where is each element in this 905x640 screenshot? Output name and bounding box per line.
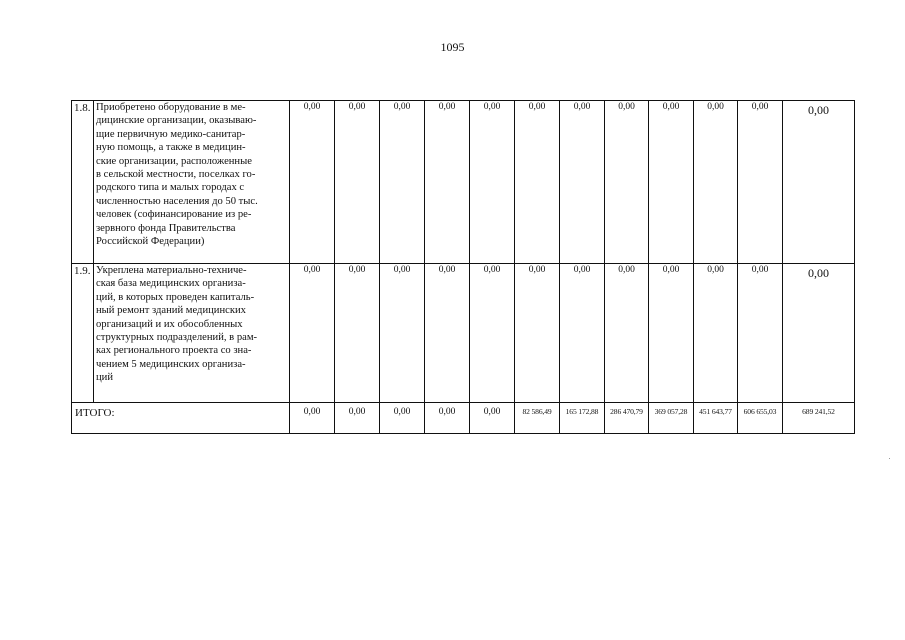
row-total-cell: 0,00	[783, 101, 855, 264]
value-cell: 0,00	[515, 264, 560, 403]
description-line: зервного фонда Правительства	[96, 222, 236, 234]
total-value-cell: 165 172,88	[560, 403, 605, 434]
table-row	[72, 264, 855, 403]
total-value-cell: 0,00	[290, 403, 335, 434]
description-line: ская база медицинских организа-	[96, 278, 246, 290]
row-total-cell: 0,00	[783, 264, 855, 403]
row-index: 1.9.	[72, 264, 94, 403]
total-label: ИТОГО:	[72, 403, 290, 434]
total-value-cell: 369 057,28	[649, 403, 694, 434]
table-row	[72, 101, 855, 264]
value-cell: 0,00	[335, 101, 380, 264]
description-line: Российской Федерации)	[96, 236, 205, 248]
description-line: ную помощь, а также в медицин-	[96, 142, 246, 154]
value-cell: 0,00	[694, 101, 738, 264]
value-cell: 0,00	[290, 101, 335, 264]
description-line: организаций и их обособленных	[96, 318, 243, 330]
description-line: численностью населения до 50 тыс.	[96, 195, 258, 207]
scan-speck	[889, 458, 890, 459]
value-cell: 0,00	[738, 264, 783, 403]
description-line: щие первичную медико-санитар-	[96, 128, 246, 140]
description-line: структурных подразделений, в рам-	[96, 332, 258, 344]
total-value-cell: 0,00	[425, 403, 470, 434]
description-line: в сельской местности, поселках го-	[96, 169, 256, 181]
budget-table	[71, 100, 855, 434]
description-line: человек (софинансирование из ре-	[96, 209, 252, 221]
value-cell: 0,00	[649, 264, 694, 403]
description-line: ный ремонт зданий медицинских	[96, 305, 246, 317]
description-line: Приобретено оборудование в ме-	[96, 102, 246, 113]
description-line: ций, в которых проведен капиталь-	[96, 291, 255, 303]
value-cell: 0,00	[560, 101, 605, 264]
grand-total-cell: 689 241,52	[783, 403, 855, 434]
value-cell: 0,00	[290, 264, 335, 403]
description-line: родского типа и малых городах с	[96, 182, 245, 194]
value-cell: 0,00	[425, 101, 470, 264]
value-cell: 0,00	[470, 264, 515, 403]
value-cell: 0,00	[560, 264, 605, 403]
value-cell: 0,00	[649, 101, 694, 264]
value-cell: 0,00	[470, 101, 515, 264]
description-line: Укреплена материально-техниче-	[96, 265, 247, 276]
row-description	[94, 264, 290, 403]
value-cell: 0,00	[605, 101, 649, 264]
total-value-cell: 451 643,77	[694, 403, 738, 434]
total-value-cell: 0,00	[470, 403, 515, 434]
total-value-cell: 0,00	[335, 403, 380, 434]
row-description	[94, 101, 290, 264]
row-index: 1.8.	[72, 101, 94, 264]
total-row	[72, 403, 855, 434]
value-cell: 0,00	[380, 101, 425, 264]
total-value-cell: 0,00	[380, 403, 425, 434]
total-value-cell: 606 655,03	[738, 403, 783, 434]
value-cell: 0,00	[425, 264, 470, 403]
value-cell: 0,00	[380, 264, 425, 403]
description-line: ские организации, расположенные	[96, 155, 252, 167]
value-cell: 0,00	[515, 101, 560, 264]
description-line: дицинские организации, оказываю-	[96, 115, 257, 127]
page-number: 1095	[440, 40, 465, 54]
value-cell: 0,00	[335, 264, 380, 403]
value-cell: 0,00	[694, 264, 738, 403]
total-value-cell: 286 470,79	[605, 403, 649, 434]
description-line: ций	[96, 372, 114, 384]
description-line: чением 5 медицинских организа-	[96, 358, 246, 370]
value-cell: 0,00	[605, 264, 649, 403]
value-cell: 0,00	[738, 101, 783, 264]
total-value-cell: 82 586,49	[515, 403, 560, 434]
description-line: ках регионального проекта со зна-	[96, 345, 252, 357]
